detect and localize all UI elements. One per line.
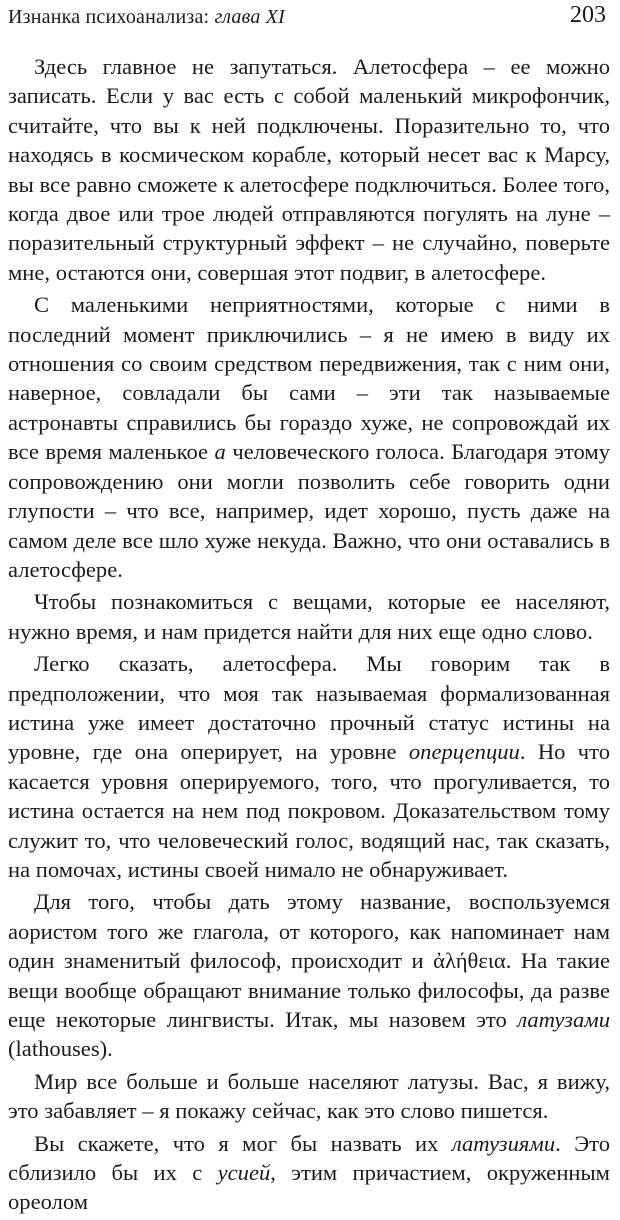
italic-term: оперцепции <box>408 739 520 765</box>
running-title-italic: глава XI <box>214 6 286 28</box>
paragraph-2 <box>8 290 610 584</box>
italic-term: латузами <box>517 1007 610 1032</box>
paragraph-text: Здесь главное не запутаться. Алетосфера – ее можно записать. Если у вас есть с собой маленький микрофончик, считайте, что вы к ней подключены. Поразительно то, что находясь в космическом корабле, который несет вас к Марсу, вы все равно сможете к алетосфере подключиться. Более того, когда двое или трое людей отправляются погулять на луне – поразительный структурный эффект – не случайно, поверьте мне, остаются они, совершая этот подвиг, в алетосфере. <box>8 54 610 285</box>
italic-term: а <box>214 439 226 465</box>
running-title <box>8 6 285 29</box>
paragraph-5 <box>8 887 610 1063</box>
body-text <box>8 52 610 1220</box>
paragraph-text: человеческого голоса. Благодаря этому сопровождению они могли позволить себе говорить одни глупости – что все, например, идет хорошо, пусть даже на самом деле все шло хуже некуда. Важно, что они оставались в алетосфере. <box>8 439 610 582</box>
italic-term: латузиями <box>451 1130 556 1156</box>
paragraph-1 <box>8 52 610 287</box>
paragraph-text: Вы скажете, что я мог бы назвать их <box>34 1130 452 1156</box>
running-title-regular: Изнанка психоанализа: <box>8 6 215 28</box>
paragraph-6 <box>8 1067 610 1126</box>
paragraph-text: . Но что касается уровня оперируемого, того, что прогуливается, то истина остается на нем под покровом. Доказательством тому служит то, что человеческий голос, водящий нас, так сказать, на помочах, истины своей нимало не обнаруживает. <box>8 739 611 882</box>
paragraph-text: , этим причастием, окруженным ореолом <box>8 1160 610 1215</box>
paragraph-text: Легко сказать, алетосфера. Мы говорим так в предположении, что моя так называемая формализованная истина уже имеет достаточно прочный статус истины на уровне, где она оперирует, на уровне <box>8 651 610 765</box>
page-number: 203 <box>570 2 606 28</box>
paragraph-4 <box>8 649 610 884</box>
paragraph-text: Чтобы познакомиться с вещами, которые ее населяют, нужно время, и нам придется найти для них еще одно слово. <box>8 589 610 644</box>
italic-term: усией <box>217 1160 271 1186</box>
paragraph-7 <box>8 1129 610 1217</box>
paragraph-text: . Это сблизило бы их с <box>8 1130 610 1186</box>
running-head <box>8 0 610 40</box>
paragraph-text: Мир все больше и больше населяют латузы. Вас, я вижу, это забавляет – я покажу сейчас, как это слово пишется. <box>8 1068 610 1124</box>
paragraph-text: (lathouses). <box>8 1036 113 1062</box>
paragraph-3 <box>8 587 610 646</box>
paragraph-text: С маленькими неприятностями, которые с ними в последний момент приключились – я не имею в виду их отношения со своим средством передвижения, так с ним они, наверное, совладали бы сами – эти так называемые астронавты справились бы гораздо хуже, не сопровождай их все время маленькое <box>8 292 610 465</box>
paragraph-text: Для того, чтобы дать этому название, воспользуемся аористом того же глагола, от которого, как напоминает нам один знаменитый философ, происходит и ἀλήθεια. На такие вещи вообще обращают внимание только философы, да разве еще некоторые лингвисты. Итак, мы назовем это <box>8 889 610 1032</box>
